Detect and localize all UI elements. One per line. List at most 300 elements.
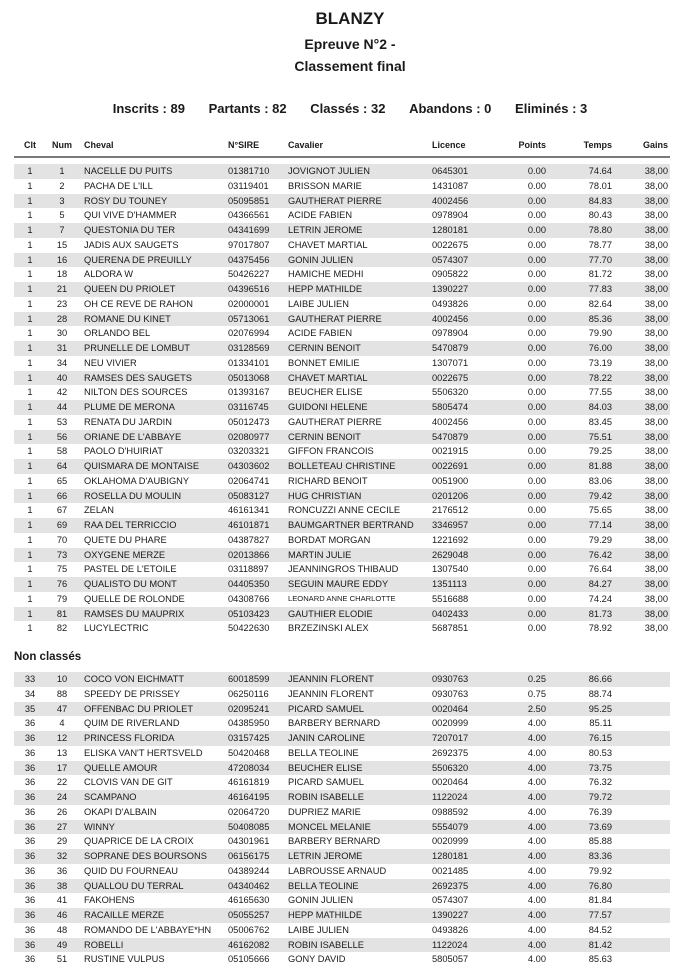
cell-cheval: QUELLE DE ROLONDE	[84, 593, 185, 604]
cell-licence: 3346957	[432, 520, 469, 530]
cell-cavalier: LETRIN JEROME	[288, 851, 363, 861]
cell-cheval: LUCYLECTRIC	[84, 623, 149, 634]
cell-cavalier: RONCUZZI ANNE CECILE	[288, 505, 401, 516]
cell-sire: 05013068	[228, 372, 270, 383]
table-row	[14, 415, 670, 430]
cell-num: 48	[56, 924, 68, 935]
cell-num: 22	[56, 777, 68, 788]
cell-cheval: QUISMARA DE MONTAISE	[84, 461, 200, 471]
cell-clt: 1	[27, 195, 33, 206]
cell-sire: 02000001	[228, 298, 270, 309]
cell-cheval: PRUNELLE DE LOMBUT	[84, 343, 190, 353]
cell-num: 27	[56, 821, 68, 832]
cell-num: 65	[56, 475, 68, 486]
cell-points: 0.00	[527, 166, 546, 176]
cell-points: 4.00	[527, 806, 546, 817]
cell-clt: 36	[24, 939, 36, 950]
cell-num: 36	[56, 865, 68, 876]
cell-cheval: WINNY	[84, 821, 115, 832]
cell-cavalier: LAIBE JULIEN	[288, 298, 349, 309]
table-row	[14, 548, 670, 563]
cell-temps: 78.01	[588, 180, 612, 191]
cell-cheval: JADIS AUX SAUGETS	[84, 239, 179, 250]
cell-gains: 38,00	[644, 298, 668, 309]
non-classes-table	[14, 672, 670, 967]
cell-temps: 83.36	[588, 851, 612, 861]
cell-licence: 0978904	[432, 210, 469, 221]
cell-num: 42	[56, 387, 68, 398]
cell-cavalier: BRZEZINSKI ALEX	[288, 623, 369, 634]
cell-licence: 2692375	[432, 880, 469, 891]
col-points: Points	[518, 140, 546, 150]
cell-temps: 85.63	[588, 954, 612, 965]
cell-cheval: ROBELLI	[84, 939, 124, 950]
cell-gains: 38,00	[644, 387, 668, 398]
table-row	[14, 194, 670, 209]
cell-points: 0.00	[527, 520, 546, 530]
table-row	[14, 923, 670, 938]
cell-cavalier: BORDAT MORGAN	[288, 534, 371, 545]
cell-temps: 79.90	[588, 328, 612, 339]
cell-licence: 0022691	[432, 461, 469, 471]
cell-num: 16	[56, 254, 68, 265]
cell-sire: 01334101	[228, 357, 270, 368]
table-row	[14, 253, 670, 268]
stats-bar	[0, 101, 700, 116]
table-header	[14, 140, 670, 158]
cell-gains: 38,00	[644, 549, 668, 560]
cell-num: 28	[56, 313, 68, 324]
cell-num: 73	[56, 549, 68, 560]
table-row	[14, 164, 670, 179]
table-row	[14, 238, 670, 253]
table-row	[14, 371, 670, 386]
table-row	[14, 820, 670, 835]
cell-gains: 38,00	[644, 579, 668, 589]
cell-points: 4.00	[527, 733, 546, 743]
cell-cavalier: HEPP MATHILDE	[288, 284, 363, 294]
table-row	[14, 267, 670, 282]
cell-sire: 02080977	[228, 431, 270, 442]
cell-points: 0.00	[527, 490, 546, 501]
cell-cavalier: ROBIN ISABELLE	[288, 939, 364, 950]
table-row	[14, 444, 670, 459]
cell-gains: 38,00	[644, 343, 668, 353]
cell-points: 0.00	[527, 416, 546, 427]
cell-sire: 05095851	[228, 195, 270, 206]
cell-cavalier: GAUTHIER ELODIE	[288, 608, 373, 619]
cell-cheval: COCO VON EICHMATT	[84, 674, 185, 684]
cell-points: 0.00	[527, 402, 546, 412]
cell-points: 4.00	[527, 792, 546, 802]
table-row	[14, 746, 670, 761]
cell-clt: 1	[27, 372, 33, 383]
table-row	[14, 864, 670, 879]
table-row	[14, 761, 670, 776]
cell-licence: 0978904	[432, 328, 469, 339]
cell-temps: 76.39	[588, 806, 612, 817]
cell-sire: 03203321	[228, 446, 270, 457]
cell-sire: 46161819	[228, 777, 270, 788]
cell-cavalier: BEUCHER ELISE	[288, 387, 363, 398]
cell-clt: 1	[27, 210, 33, 221]
table-row	[14, 849, 670, 864]
cell-temps: 75.51	[588, 431, 612, 442]
cell-sire: 05012473	[228, 416, 270, 427]
cell-sire: 04396516	[228, 284, 270, 294]
cell-cavalier: HUG CHRISTIAN	[288, 490, 362, 501]
cell-sire: 60018599	[228, 674, 270, 684]
cell-temps: 77.70	[588, 254, 612, 265]
cell-num: 34	[56, 357, 68, 368]
col-gains: Gains	[642, 140, 668, 150]
cell-cheval: NEU VIVIER	[84, 357, 137, 368]
cell-gains: 38,00	[644, 520, 668, 530]
col-num: Num	[52, 140, 72, 150]
cell-licence: 5470879	[432, 343, 469, 353]
cell-num: 67	[56, 505, 68, 516]
cell-licence: 2629048	[432, 549, 469, 560]
cell-clt: 36	[24, 895, 36, 906]
cell-points: 0.00	[527, 372, 546, 383]
cell-gains: 38,00	[644, 446, 668, 457]
cell-num: 23	[56, 298, 68, 309]
cell-cavalier: RICHARD BENOIT	[288, 475, 368, 486]
table-row	[14, 312, 670, 327]
cell-cavalier: JEANNINGROS THIBAUD	[288, 564, 399, 575]
cell-points: 0.00	[527, 254, 546, 265]
cell-num: 56	[56, 431, 68, 442]
cell-num: 38	[56, 880, 68, 891]
cell-cheval: NILTON DES SOURCES	[84, 387, 188, 398]
cell-num: 46	[56, 910, 68, 920]
cell-licence: 0493826	[432, 298, 469, 309]
cell-points: 4.00	[527, 762, 546, 773]
cell-sire: 05083127	[228, 490, 270, 501]
cell-cavalier: CERNIN BENOIT	[288, 343, 361, 353]
cell-points: 0.00	[527, 284, 546, 294]
cell-sire: 01381710	[228, 166, 270, 176]
cell-sire: 02064720	[228, 806, 270, 817]
cell-clt: 1	[27, 416, 33, 427]
cell-licence: 2176512	[432, 505, 469, 516]
cell-num: 31	[56, 343, 68, 353]
cell-gains: 38,00	[644, 225, 668, 235]
cell-sire: 03128569	[228, 343, 270, 353]
cell-licence: 1122024	[432, 792, 468, 802]
cell-num: 26	[56, 806, 68, 817]
cell-num: 7	[59, 225, 65, 235]
cell-licence: 1390227	[432, 910, 469, 920]
cell-cheval: PASTEL DE L'ETOILE	[84, 564, 177, 575]
cell-licence: 1280181	[432, 225, 469, 235]
table-row	[14, 687, 670, 702]
cell-clt: 36	[24, 762, 36, 773]
cell-clt: 36	[24, 718, 36, 729]
cell-num: 69	[56, 520, 68, 530]
cell-temps: 77.55	[588, 387, 612, 398]
cell-cheval: QUID DU FOURNEAU	[84, 865, 179, 876]
cell-clt: 36	[24, 865, 36, 876]
cell-temps: 79.92	[588, 865, 612, 876]
cell-clt: 1	[27, 387, 33, 398]
col-sire: N°SIRE	[228, 140, 260, 150]
cell-gains: 38,00	[644, 372, 668, 383]
cell-clt: 36	[24, 792, 36, 802]
cell-licence: 0021485	[432, 865, 469, 876]
cell-cavalier: MARTIN JULIE	[288, 549, 352, 560]
cell-gains: 38,00	[644, 328, 668, 339]
cell-points: 0.00	[527, 298, 546, 309]
cell-temps: 83.06	[588, 475, 612, 486]
cell-num: 18	[56, 269, 68, 280]
cell-num: 47	[56, 703, 68, 714]
cell-cavalier: JEANNIN FLORENT	[288, 688, 374, 699]
cell-cheval: QUIM DE RIVERLAND	[84, 718, 180, 729]
stat-classes: Classés : 32	[310, 101, 386, 116]
cell-num: 1	[59, 166, 65, 176]
table-row	[14, 326, 670, 341]
cell-gains: 38,00	[644, 416, 668, 427]
cell-gains: 38,00	[644, 195, 668, 206]
cell-num: 17	[56, 762, 68, 773]
cell-licence: 0022675	[432, 372, 469, 383]
cell-temps: 81.42	[588, 939, 612, 950]
cell-cheval: OKLAHOMA D'AUBIGNY	[84, 475, 190, 486]
cell-points: 0.00	[527, 313, 546, 324]
cell-temps: 76.42	[588, 549, 612, 560]
cell-gains: 38,00	[644, 357, 668, 368]
table-row	[14, 503, 670, 518]
cell-num: 40	[56, 372, 68, 383]
cell-points: 0.75	[527, 688, 546, 699]
cell-temps: 79.72	[588, 792, 612, 802]
cell-temps: 74.64	[588, 166, 612, 176]
cell-cavalier: PICARD SAMUEL	[288, 703, 364, 714]
cell-licence: 0201206	[432, 490, 469, 501]
cell-clt: 1	[27, 623, 33, 634]
cell-cheval: QUALLOU DU TERRAL	[84, 880, 184, 891]
cell-cavalier: JOVIGNOT JULIEN	[288, 166, 370, 176]
cell-temps: 79.42	[588, 490, 612, 501]
cell-temps: 77.83	[588, 284, 612, 294]
cell-clt: 1	[27, 343, 33, 353]
cell-num: 51	[56, 954, 68, 965]
cell-gains: 38,00	[644, 623, 668, 634]
cell-licence: 0020999	[432, 718, 469, 729]
cell-temps: 83.45	[588, 416, 612, 427]
cell-sire: 03118897	[228, 564, 269, 575]
cell-sire: 05055257	[228, 910, 270, 920]
cell-clt: 36	[24, 806, 36, 817]
cell-temps: 85.11	[589, 718, 612, 729]
cell-clt: 1	[27, 225, 33, 235]
cell-temps: 81.73	[588, 608, 612, 619]
cell-clt: 1	[27, 534, 33, 545]
cell-num: 88	[56, 688, 68, 699]
cell-temps: 73.19	[588, 357, 612, 368]
cell-num: 64	[56, 461, 68, 471]
cell-temps: 81.72	[588, 269, 612, 280]
col-clt: Clt	[24, 140, 36, 150]
cell-cheval: OH CE REVE DE RAHON	[84, 298, 193, 309]
cell-points: 0.00	[527, 608, 546, 619]
cell-gains: 38,00	[644, 284, 668, 294]
cell-points: 0.00	[527, 328, 546, 339]
cell-cheval: RENATA DU JARDIN	[84, 416, 172, 427]
cell-num: 12	[56, 733, 68, 743]
cell-sire: 05713061	[228, 313, 270, 324]
cell-licence: 0930763	[432, 688, 469, 699]
cell-points: 0.00	[527, 210, 546, 221]
cell-clt: 36	[24, 851, 36, 861]
cell-points: 0.00	[527, 623, 546, 634]
cell-cavalier: LAIBE JULIEN	[288, 924, 349, 935]
cell-cheval: QUI VIVE D'HAMMER	[84, 210, 177, 221]
table-row	[14, 607, 670, 622]
cell-sire: 02013866	[228, 549, 270, 560]
cell-temps: 84.52	[588, 924, 612, 935]
cell-points: 0.00	[527, 593, 546, 604]
cell-sire: 02095241	[228, 703, 270, 714]
cell-cheval: ZELAN	[84, 505, 114, 516]
cell-gains: 38,00	[644, 608, 668, 619]
cell-cavalier: GONY DAVID	[288, 954, 346, 965]
cell-num: 66	[56, 490, 68, 501]
cell-gains: 38,00	[644, 564, 668, 575]
classified-table	[14, 164, 670, 636]
cell-temps: 81.88	[588, 461, 612, 471]
cell-temps: 84.27	[588, 579, 612, 589]
cell-gains: 38,00	[644, 166, 668, 176]
event-title: Epreuve N°2 -	[304, 36, 396, 52]
cell-num: 58	[56, 446, 68, 457]
cell-clt: 1	[27, 505, 33, 516]
cell-licence: 5554079	[432, 821, 469, 832]
table-row	[14, 621, 670, 636]
cell-clt: 33	[24, 674, 36, 684]
cell-clt: 1	[27, 579, 33, 589]
cell-cheval: QUELLE AMOUR	[84, 762, 158, 773]
cell-sire: 04340462	[228, 880, 270, 891]
cell-licence: 1307071	[432, 357, 469, 368]
cell-clt: 34	[24, 688, 36, 699]
cell-sire: 04385950	[228, 718, 270, 729]
cell-cavalier: BEUCHER ELISE	[288, 762, 363, 773]
cell-gains: 38,00	[644, 180, 668, 191]
cell-cheval: ROMANDO DE L'ABBAYE*HN	[84, 924, 212, 935]
cell-licence: 1390227	[432, 284, 469, 294]
cell-temps: 73.75	[588, 762, 612, 773]
cell-cheval: RUSTINE VULPUS	[84, 954, 165, 965]
cell-points: 0.00	[527, 431, 546, 442]
cell-num: 2	[59, 180, 65, 191]
cell-temps: 77.57	[588, 910, 612, 920]
cell-licence: 1307540	[432, 564, 469, 575]
cell-points: 0.00	[527, 269, 546, 280]
cell-cheval: SCAMPANO	[84, 792, 137, 802]
cell-num: 53	[56, 416, 68, 427]
cell-points: 4.00	[527, 954, 546, 965]
cell-temps: 78.77	[588, 239, 612, 250]
table-row	[14, 341, 670, 356]
cell-temps: 76.15	[588, 733, 612, 743]
cell-clt: 36	[24, 747, 36, 758]
cell-licence: 0402433	[432, 608, 469, 619]
cell-num: 79	[56, 593, 68, 604]
cell-num: 29	[56, 836, 68, 847]
cell-gains: 38,00	[644, 534, 668, 545]
table-row	[14, 282, 670, 297]
cell-licence: 5470879	[432, 431, 469, 442]
cell-cheval: ORLANDO BEL	[84, 328, 151, 339]
cell-cavalier: BELLA TEOLINE	[288, 747, 359, 758]
cell-points: 0.00	[527, 446, 546, 457]
table-row	[14, 834, 670, 849]
table-row	[14, 879, 670, 894]
cell-clt: 1	[27, 431, 33, 442]
table-row	[14, 489, 670, 504]
cell-clt: 1	[27, 593, 33, 604]
cell-cheval: PLUME DE MERONA	[84, 402, 175, 412]
cell-gains: 38,00	[644, 239, 668, 250]
cell-cavalier: BOLLETEAU CHRISTINE	[288, 461, 396, 471]
cell-temps: 85.88	[588, 836, 612, 847]
cell-cheval: PAOLO D'HUIRIAT	[84, 446, 163, 457]
cell-points: 0.00	[527, 195, 546, 206]
cell-gains: 38,00	[644, 505, 668, 516]
cell-gains: 38,00	[644, 475, 668, 486]
cell-licence: 0020999	[432, 836, 469, 847]
cell-gains: 38,00	[644, 490, 668, 501]
cell-clt: 36	[24, 733, 36, 743]
cell-clt: 36	[24, 821, 36, 832]
cell-cheval: ALDORA W	[84, 269, 134, 280]
cell-licence: 0020464	[432, 777, 469, 788]
cell-licence: 0988592	[432, 806, 469, 817]
cell-cheval: QUERENA DE PREUILLY	[84, 254, 192, 265]
cell-points: 4.00	[527, 865, 546, 876]
cell-temps: 77.14	[588, 520, 612, 530]
cell-cheval: SPEEDY DE PRISSEY	[84, 688, 180, 699]
cell-num: 41	[56, 895, 68, 906]
cell-num: 81	[56, 608, 68, 619]
cell-num: 32	[56, 851, 68, 861]
cell-licence: 1431087	[432, 180, 469, 191]
cell-licence: 4002456	[432, 313, 469, 324]
cell-temps: 78.92	[588, 623, 612, 634]
cell-cavalier: GAUTHERAT PIERRE	[288, 416, 382, 427]
cell-sire: 02076994	[228, 328, 270, 339]
table-row	[14, 430, 670, 445]
cell-cheval: ROMANE DU KINET	[84, 313, 171, 324]
stat-abandons: Abandons : 0	[409, 101, 492, 116]
cell-gains: 38,00	[644, 402, 668, 412]
table-row	[14, 208, 670, 223]
table-row	[14, 459, 670, 474]
cell-cheval: QUALISTO DU MONT	[84, 579, 177, 589]
cell-clt: 1	[27, 520, 33, 530]
cell-licence: 1122024	[432, 939, 468, 950]
cell-licence: 7207017	[432, 733, 469, 743]
table-row	[14, 908, 670, 923]
cell-points: 4.00	[527, 910, 546, 920]
cell-cheval: ORIANE DE L'ABBAYE	[84, 431, 182, 442]
cell-licence: 0905822	[432, 269, 469, 280]
col-cheval: Cheval	[84, 140, 114, 150]
cell-cavalier: BAUMGARTNER BERTRAND	[288, 520, 414, 530]
cell-sire: 04341699	[228, 225, 270, 235]
